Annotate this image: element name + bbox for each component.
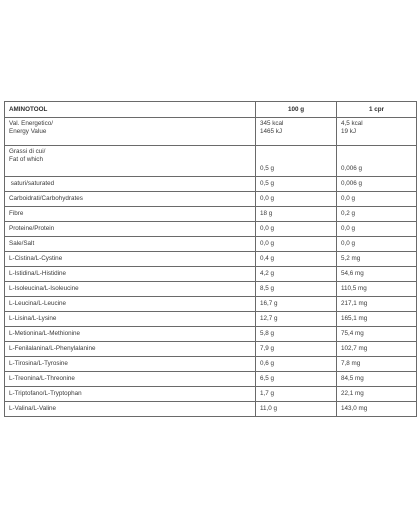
cell-per-100g — [256, 118, 337, 146]
cell-per-tablet: 110,5 mg — [337, 282, 417, 297]
row-label: L-Tirosina/L-Tyrosine — [5, 357, 256, 372]
row-label: Proteine/Protein — [5, 222, 256, 237]
row-label: L-Isoleucina/L-Isoleucine — [5, 282, 256, 297]
table-row-methionine — [5, 327, 417, 342]
cell-per-100g: 0,5 g — [256, 146, 337, 177]
table-row-isoleucine — [5, 282, 417, 297]
cell-per-100g: 0,0 g — [256, 222, 337, 237]
table-row-lysine — [5, 312, 417, 327]
cell-per-100g: 6,5 g — [256, 372, 337, 387]
value-line: 4,5 kcal — [341, 120, 363, 127]
row-label: Fibre — [5, 207, 256, 222]
table-row-valine — [5, 402, 417, 417]
cell-per-100g: 1,7 g — [256, 387, 337, 402]
row-label: L-Lisina/L-Lysine — [5, 312, 256, 327]
row-label — [5, 146, 256, 177]
cell-per-tablet: 143,0 mg — [337, 402, 417, 417]
label-line: Val. Energetico/ — [9, 120, 53, 127]
cell-per-tablet: 165,1 mg — [337, 312, 417, 327]
cell-per-100g: 11,0 g — [256, 402, 337, 417]
row-label — [5, 118, 256, 146]
cell-per-tablet — [337, 118, 417, 146]
table-row-leucine — [5, 297, 417, 312]
cell-per-tablet: 0,0 g — [337, 222, 417, 237]
table-row-tryptophan — [5, 387, 417, 402]
row-label: Sale/Salt — [5, 237, 256, 252]
row-label: saturi/saturated — [5, 177, 256, 192]
table-row-protein — [5, 222, 417, 237]
value-line: 345 kcal — [260, 120, 284, 127]
value-line: 1465 kJ — [260, 128, 283, 135]
cell-per-100g: 7,9 g — [256, 342, 337, 357]
row-label: L-Istidina/L-Histidine — [5, 267, 256, 282]
cell-per-100g: 0,0 g — [256, 237, 337, 252]
row-label: L-Valina/L-Valine — [5, 402, 256, 417]
header-per-100g: 100 g — [256, 102, 337, 118]
cell-per-tablet: 0,006 g — [337, 177, 417, 192]
table-row-fat — [5, 146, 417, 177]
table-row-saturated — [5, 177, 417, 192]
row-label: Carboidrati/Carbohydrates — [5, 192, 256, 207]
cell-per-tablet: 54,6 mg — [337, 267, 417, 282]
cell-per-tablet: 102,7 mg — [337, 342, 417, 357]
row-label: L-Metionina/L-Methionine — [5, 327, 256, 342]
cell-per-100g: 12,7 g — [256, 312, 337, 327]
cell-per-100g: 0,0 g — [256, 192, 337, 207]
header-per-tablet: 1 cpr — [337, 102, 417, 118]
cell-per-tablet: 84,5 mg — [337, 372, 417, 387]
row-label: L-Cistina/L-Cystine — [5, 252, 256, 267]
cell-per-100g: 16,7 g — [256, 297, 337, 312]
cell-per-tablet: 7,8 mg — [337, 357, 417, 372]
value-line: 19 kJ — [341, 128, 357, 135]
row-label: L-Treonina/L-Threonine — [5, 372, 256, 387]
nutrition-table — [4, 101, 417, 417]
header-product-name: AMINOTOOL — [5, 102, 256, 118]
table-row-phenylalanine — [5, 342, 417, 357]
table-row-histidine — [5, 267, 417, 282]
nutrition-table-container — [4, 101, 416, 417]
cell-per-100g: 8,5 g — [256, 282, 337, 297]
cell-per-tablet: 22,1 mg — [337, 387, 417, 402]
cell-per-tablet: 0,2 g — [337, 207, 417, 222]
table-row-salt — [5, 237, 417, 252]
table-row-tyrosine — [5, 357, 417, 372]
row-label: L-Triptofano/L-Tryptophan — [5, 387, 256, 402]
cell-per-100g: 4,2 g — [256, 267, 337, 282]
row-label: L-Fenilalanina/L-Phenylalanine — [5, 342, 256, 357]
table-row-cystine — [5, 252, 417, 267]
cell-per-tablet: 5,2 mg — [337, 252, 417, 267]
table-row-fibre — [5, 207, 417, 222]
cell-per-100g: 0,6 g — [256, 357, 337, 372]
cell-per-100g: 18 g — [256, 207, 337, 222]
label-line: Grassi di cui/ — [9, 148, 46, 155]
cell-per-tablet: 0,0 g — [337, 192, 417, 207]
cell-per-tablet: 0,0 g — [337, 237, 417, 252]
label-line: Energy Value — [9, 128, 47, 135]
cell-per-100g: 0,4 g — [256, 252, 337, 267]
table-row-carbohydrates — [5, 192, 417, 207]
table-row-threonine — [5, 372, 417, 387]
table-row-energy — [5, 118, 417, 146]
cell-per-tablet: 0,006 g — [337, 146, 417, 177]
cell-per-100g: 0,5 g — [256, 177, 337, 192]
table-header-row — [5, 102, 417, 118]
row-label: L-Leucina/L-Leucine — [5, 297, 256, 312]
cell-per-100g: 5,8 g — [256, 327, 337, 342]
cell-per-tablet: 75,4 mg — [337, 327, 417, 342]
label-line: Fat of which — [9, 156, 43, 163]
cell-per-tablet: 217,1 mg — [337, 297, 417, 312]
